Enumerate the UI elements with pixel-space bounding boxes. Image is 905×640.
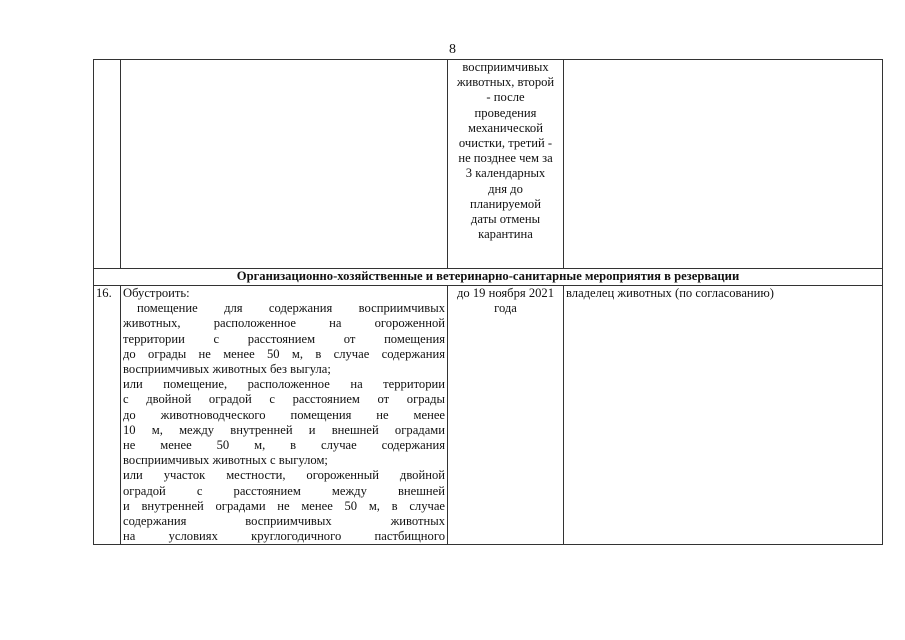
number-cell [94,60,121,269]
action-line: или участок местности, огороженный двойной [123,468,445,483]
term-line: планируемой [470,196,541,211]
action-line: территории с расстоянием от помещения [123,331,445,346]
action-line: содержания восприимчивых животных [123,514,445,529]
term-line: дня до [488,181,523,196]
term-line: животных, второй [456,75,555,90]
table-row-continued [94,60,883,269]
term-line: - после [486,90,525,105]
term-cell [448,60,564,269]
term-line: проведения [474,105,537,120]
action-line: до ограды не менее 50 м, в случае содержания [123,346,445,361]
action-line: и внутренней оградами не менее 50 м, в случае [123,498,445,513]
action-cell [121,286,448,545]
action-line: оградой с расстоянием между внешней [123,483,445,498]
action-line: на условиях круглогодичного пастбищного [123,529,445,544]
action-line: помещение для содержания восприимчивых [137,301,445,316]
action-line: восприимчивых животных с выгулом; [123,453,328,468]
row-number: 16. [94,286,121,545]
term-line: даты отмены [470,212,541,227]
action-line: животных, расположенное на огороженной [123,316,445,331]
measures-table [93,59,883,545]
section-heading: Организационно-хозяйственные и ветеринарно-санитарные мероприятия в резервации [94,269,883,286]
term-line: года [494,301,517,316]
term-line: очистки, третий - [458,136,553,151]
term-line: до 19 ноября 2021 [456,286,555,300]
page-number: 8 [449,42,456,57]
action-line: до животноводческого помещения не менее [123,407,445,422]
section-heading-row [94,269,883,286]
action-line: или помещение, расположенное на территории [123,377,445,392]
action-line: 10 м, между внутренней и внешней оградами [123,422,445,437]
action-cell [121,60,448,269]
term-cell [448,286,564,545]
action-line: восприимчивых животных без выгула; [123,362,331,377]
responsible-cell: владелец животных (по согласованию) [564,286,883,545]
action-line: Обустроить: [123,286,190,300]
term-line: восприимчивых [462,60,549,74]
table-row-16 [94,286,883,545]
responsible-cell [564,60,883,269]
term-line: не позднее чем за [458,151,553,166]
term-line: механической [468,120,543,135]
action-line: не менее 50 м, в случае содержания [123,438,445,453]
action-line: с двойной оградой с расстоянием от ограды [123,392,445,407]
term-line: 3 календарных [465,166,546,181]
term-line: карантина [478,227,533,242]
